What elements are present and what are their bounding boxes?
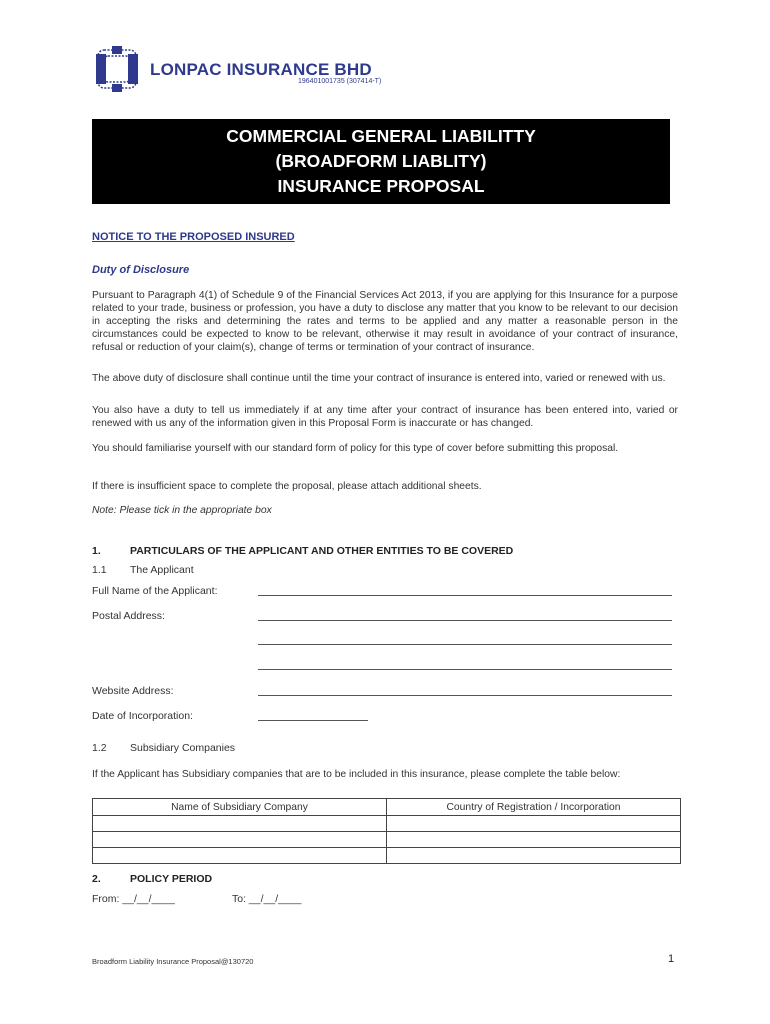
footer-document-reference: Broadform Liability Insurance Proposal@130720 [92,957,254,966]
postal-address-field-line-2[interactable] [258,632,672,645]
subsection-1-1-title: The Applicant [130,564,194,576]
table-cell[interactable] [387,848,681,864]
postal-address-label: Postal Address: [92,610,165,622]
policy-period-from-field[interactable]: From: __/__/____ [92,893,175,905]
section-1-title: PARTICULARS OF THE APPLICANT AND OTHER ENTITIES TO BE COVERED [130,545,514,557]
duty-of-disclosure-heading: Duty of Disclosure [92,264,190,276]
section-2-number: 2. [92,873,101,885]
document-title-line-3: INSURANCE PROPOSAL [277,176,485,196]
table-row [93,832,681,848]
subsidiary-companies-table [92,798,681,864]
document-title-line-2: (BROADFORM LIABLITY) [275,151,487,171]
full-name-field[interactable] [258,583,672,596]
notice-heading: NOTICE TO THE PROPOSED INSURED [92,231,295,243]
table-cell[interactable] [93,848,387,864]
disclosure-paragraph-2: The above duty of disclosure shall continue until the time your contract of insurance is entered into, varied or renewed with us. [92,373,666,384]
table-row [93,816,681,832]
website-address-field[interactable] [258,683,672,696]
disclosure-paragraph-5: If there is insufficient space to complete the proposal, please attach additional sheets. [92,481,482,492]
postal-address-field-line-1[interactable] [258,608,672,621]
website-address-label: Website Address: [92,685,174,697]
date-of-incorporation-label: Date of Incorporation: [92,710,193,722]
lonpac-logo-icon [92,44,142,94]
company-name: LONPAC INSURANCE BHD [150,60,372,79]
table-cell[interactable] [387,832,681,848]
subsidiary-instruction: If the Applicant has Subsidiary companies that are to be included in this insurance, please complete the table below: [92,769,621,780]
table-cell[interactable] [93,832,387,848]
company-registration-number: 196401001735 (307414-T) [298,78,382,85]
page-number: 1 [668,953,675,965]
postal-address-field-line-3[interactable] [258,657,672,670]
table-header-row [93,799,681,816]
document-title-line-1: COMMERCIAL GENERAL LIABILITTY [226,126,536,146]
policy-period-to-field[interactable]: To: __/__/____ [232,893,302,905]
document-title-band [92,119,670,204]
full-name-label: Full Name of the Applicant: [92,585,218,597]
subsection-1-1-number: 1.1 [92,564,107,576]
section-2-title: POLICY PERIOD [130,873,213,885]
date-of-incorporation-field[interactable] [258,708,368,721]
disclosure-paragraph-1: Pursuant to Paragraph 4(1) of Schedule 9 of the Financial Services Act 2013, if you are applying for this Insurance for a purpose related to your trade, business or profession, you have a duty to disclose any matter that you know to be relevant to our decision in accepting the risks and determining the rates and terms to be applied and any matter a reasonable person in the circumstances could be expected to know to be relevant, otherwise it may result in avoidance of your contract of insurance, refusal or reduction of your claim(s), change of terms or termination of your contract of insurance. [92,290,678,353]
disclosure-paragraph-4: You should familiarise yourself with our standard form of policy for this type of cover before submitting this proposal. [92,443,619,454]
subsection-1-2-number: 1.2 [92,742,107,754]
table-cell[interactable] [387,816,681,832]
table-cell[interactable] [93,816,387,832]
section-1-number: 1. [92,545,101,557]
disclosure-paragraph-3: You also have a duty to tell us immediately if at any time after your contract of insurance has been entered into, varied or renewed with us any of the information given in this Proposal Form is inaccurate or has changed. [92,405,678,429]
tick-box-note: Note: Please tick in the appropriate box [92,505,272,516]
table-header-subsidiary-name: Name of Subsidiary Company [93,799,387,816]
table-row [93,848,681,864]
subsection-1-2-title: Subsidiary Companies [130,742,236,754]
table-header-country-of-registration: Country of Registration / Incorporation [387,799,681,816]
